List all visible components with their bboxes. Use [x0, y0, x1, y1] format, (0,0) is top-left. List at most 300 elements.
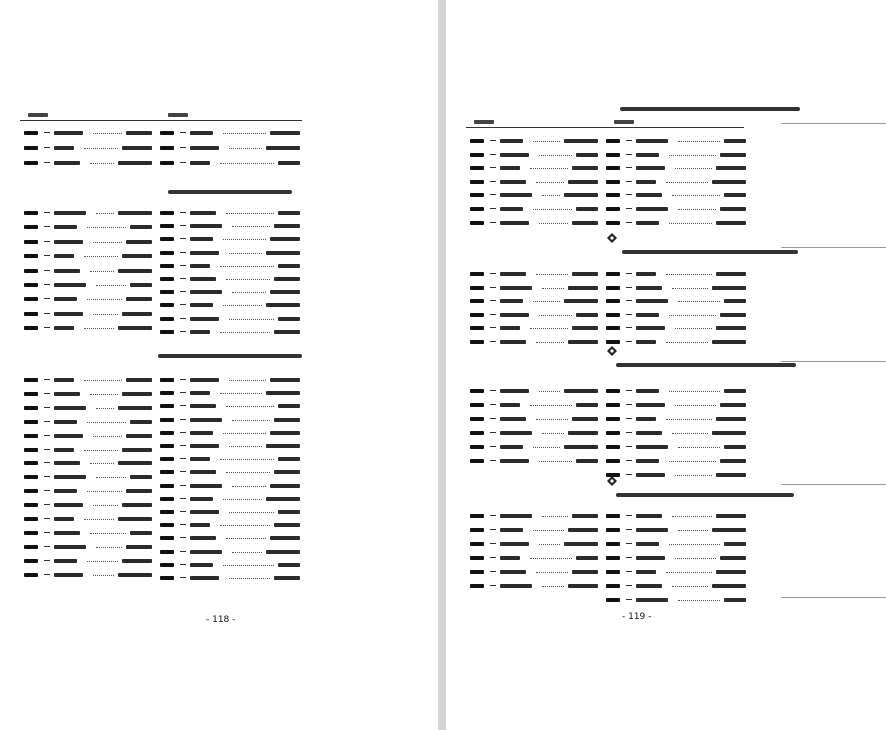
dot-leader [672, 195, 720, 196]
verse-number [160, 484, 174, 488]
dot-leader [232, 420, 270, 421]
dot-leader [539, 155, 572, 156]
verse-word [576, 556, 598, 560]
rhyme-word [190, 497, 213, 501]
rhyme-word [500, 389, 529, 393]
dash-separator [44, 462, 50, 463]
dot-leader [539, 391, 560, 392]
entry-row [24, 471, 152, 483]
entry-row [606, 455, 746, 467]
verse-number [24, 489, 38, 493]
rhyme-word [54, 392, 80, 396]
entry-row [160, 427, 300, 439]
verse-word [564, 445, 598, 449]
verse-number [160, 444, 174, 448]
dash-separator [626, 543, 632, 544]
entry-column [470, 135, 598, 230]
rhyme-word [636, 153, 659, 157]
entry-row [24, 513, 152, 525]
verse-word [266, 391, 300, 395]
dot-leader [542, 516, 568, 517]
dash-separator [490, 446, 496, 447]
dash-separator [180, 564, 186, 565]
verse-word [274, 470, 300, 474]
verse-word [130, 420, 152, 424]
dot-leader [533, 209, 572, 210]
entry-row [24, 374, 152, 386]
entry-row [470, 217, 598, 229]
verse-number [24, 378, 38, 382]
verse-number [24, 406, 38, 410]
verse-number [24, 211, 38, 215]
verse-number [24, 420, 38, 424]
rhyme-word [636, 598, 668, 602]
header-label [168, 113, 188, 117]
dash-separator [626, 208, 632, 209]
verse-number [606, 459, 620, 463]
dash-separator [626, 167, 632, 168]
verse-word [126, 378, 152, 382]
entry-row [470, 552, 598, 564]
dot-leader [96, 477, 126, 478]
verse-word [126, 434, 152, 438]
dash-separator [490, 529, 496, 530]
dash-separator [626, 154, 632, 155]
entry-column [606, 385, 746, 483]
rhyme-word [54, 489, 77, 493]
entry-row [470, 427, 598, 439]
dot-leader [675, 558, 716, 559]
rhyme-word [190, 550, 222, 554]
verse-word [724, 139, 746, 143]
entry-row [470, 580, 598, 592]
dash-separator [180, 551, 186, 552]
entry-row [160, 546, 300, 558]
rhyme-word [636, 556, 665, 560]
verse-number [470, 417, 484, 421]
facing-page-rule [781, 247, 886, 248]
rhyme-word [190, 457, 210, 461]
verse-number [606, 326, 620, 330]
dash-separator [180, 511, 186, 512]
rhyme-word [500, 340, 526, 344]
dash-separator [44, 504, 50, 505]
dash-separator [626, 529, 632, 530]
verse-number [606, 417, 620, 421]
dot-leader [232, 292, 266, 293]
section-heading [616, 363, 796, 367]
dot-leader [220, 266, 274, 267]
rhyme-word [500, 459, 529, 463]
dot-leader [226, 472, 270, 473]
verse-number [24, 254, 38, 258]
rhyme-word [190, 536, 216, 540]
dash-separator [626, 599, 632, 600]
dot-leader [533, 141, 560, 142]
verse-word [266, 444, 300, 448]
dash-separator [44, 313, 50, 314]
entry-row [160, 400, 300, 412]
verse-number [160, 251, 174, 255]
dash-separator [490, 194, 496, 195]
entry-row [606, 336, 746, 348]
verse-word [572, 221, 598, 225]
verse-number [606, 299, 620, 303]
entry-row [606, 135, 746, 147]
entry-row [606, 538, 746, 550]
verse-number [160, 224, 174, 228]
verse-word [568, 286, 598, 290]
verse-word [270, 484, 300, 488]
verse-word [274, 523, 300, 527]
rhyme-word [54, 517, 74, 521]
dash-separator [626, 341, 632, 342]
dot-leader [220, 163, 274, 164]
dash-separator [44, 407, 50, 408]
dash-separator [626, 181, 632, 182]
dot-leader [542, 586, 564, 587]
dot-leader [84, 148, 118, 149]
verse-number [470, 139, 484, 143]
entry-row [160, 299, 300, 311]
verse-number [160, 330, 174, 334]
verse-word [564, 389, 598, 393]
verse-number [24, 269, 38, 273]
dot-leader [678, 209, 716, 210]
verse-number [470, 326, 484, 330]
entry-row [160, 387, 300, 399]
dash-separator [626, 571, 632, 572]
verse-number [470, 389, 484, 393]
rhyme-word [500, 180, 526, 184]
entry-row [24, 142, 152, 154]
verse-number [24, 392, 38, 396]
entry-column [470, 385, 598, 469]
verse-number [160, 146, 174, 150]
dash-separator [626, 194, 632, 195]
dash-separator [626, 140, 632, 141]
dot-leader [93, 133, 122, 134]
verse-number [470, 431, 484, 435]
dot-leader [84, 256, 118, 257]
verse-word [130, 225, 152, 229]
dash-separator [490, 390, 496, 391]
verse-word [572, 417, 598, 421]
entry-row [606, 162, 746, 174]
verse-word [278, 457, 300, 461]
entry-row [606, 176, 746, 188]
verse-number [24, 312, 38, 316]
entry-row [470, 441, 598, 453]
verse-word [278, 510, 300, 514]
dot-leader [533, 530, 564, 531]
verse-number [160, 391, 174, 395]
verse-number [160, 418, 174, 422]
verse-word [278, 264, 300, 268]
entry-row [24, 127, 152, 139]
dash-separator [626, 460, 632, 461]
entry-row [24, 569, 152, 581]
verse-word [118, 326, 152, 330]
rhyme-word [500, 570, 526, 574]
entry-column [160, 127, 300, 172]
verse-word [126, 297, 152, 301]
dot-leader [669, 315, 716, 316]
dash-separator [180, 162, 186, 163]
dot-leader [672, 586, 708, 587]
verse-number [470, 459, 484, 463]
verse-number [606, 570, 620, 574]
dot-leader [542, 433, 564, 434]
verse-word [724, 389, 746, 393]
dot-leader [220, 393, 262, 394]
entry-row [24, 457, 152, 469]
entry-row [606, 309, 746, 321]
rhyme-word [500, 403, 520, 407]
entry-row [606, 217, 746, 229]
verse-number [160, 211, 174, 215]
verse-word [122, 392, 152, 396]
dash-separator [490, 154, 496, 155]
rhyme-word [54, 559, 77, 563]
verse-number [24, 161, 38, 165]
rhyme-word [190, 444, 219, 448]
section-heading [616, 493, 794, 497]
dash-separator [490, 273, 496, 274]
rhyme-word [190, 290, 222, 294]
entry-row [24, 157, 152, 169]
rhyme-word [190, 251, 219, 255]
dot-leader [539, 315, 572, 316]
entry-row [160, 519, 300, 531]
verse-word [712, 340, 746, 344]
verse-number [606, 528, 620, 532]
dot-leader [96, 547, 122, 548]
dash-separator [180, 291, 186, 292]
entry-row [160, 273, 300, 285]
verse-number [606, 313, 620, 317]
dot-leader [226, 213, 274, 214]
rhyme-word [54, 240, 83, 244]
verse-number [470, 542, 484, 546]
rhyme-word [636, 299, 668, 303]
verse-word [270, 290, 300, 294]
verse-number [160, 550, 174, 554]
verse-word [122, 146, 152, 150]
entry-row [606, 524, 746, 536]
dot-leader [678, 600, 720, 601]
dash-separator [44, 284, 50, 285]
verse-number [470, 556, 484, 560]
dash-separator [490, 418, 496, 419]
ornament-icon [607, 233, 617, 243]
verse-word [274, 224, 300, 228]
dash-separator [44, 162, 50, 163]
entry-row [470, 295, 598, 307]
entry-column [24, 207, 152, 337]
page-number-value: 119 [628, 612, 646, 622]
header-label [474, 120, 494, 124]
section-heading [622, 250, 798, 254]
entry-column [24, 127, 152, 172]
verse-number [606, 153, 620, 157]
dash-separator [44, 476, 50, 477]
entry-row [160, 506, 300, 518]
verse-word [126, 489, 152, 493]
dash-separator [180, 537, 186, 538]
dash-separator [490, 287, 496, 288]
verse-number [24, 146, 38, 150]
dot-leader [675, 475, 712, 476]
verse-word [724, 299, 746, 303]
rhyme-word [190, 484, 222, 488]
verse-word [278, 211, 300, 215]
dot-leader [666, 182, 708, 183]
entry-row [470, 510, 598, 522]
entry-column [160, 207, 300, 339]
dash-separator [626, 314, 632, 315]
dot-leader [84, 380, 122, 381]
dash-separator [490, 460, 496, 461]
dash-separator [44, 546, 50, 547]
dot-leader [536, 274, 568, 275]
entry-row [606, 566, 746, 578]
rhyme-word [190, 378, 219, 382]
dot-leader [539, 544, 560, 545]
rhyme-word [54, 545, 86, 549]
verse-word [572, 326, 598, 330]
verse-word [118, 573, 152, 577]
dash-separator [44, 379, 50, 380]
rhyme-word [54, 283, 86, 287]
facing-page-rule [781, 484, 886, 485]
page-left [0, 0, 438, 730]
entry-row [606, 510, 746, 522]
dot-leader [90, 271, 114, 272]
dash-separator [44, 532, 50, 533]
rhyme-word [500, 326, 520, 330]
verse-number [24, 475, 38, 479]
entry-row [24, 221, 152, 233]
dot-leader [232, 552, 262, 553]
dot-leader [666, 572, 712, 573]
verse-word [720, 313, 746, 317]
rhyme-word [190, 264, 210, 268]
verse-word [576, 313, 598, 317]
verse-number [470, 403, 484, 407]
entry-row [24, 308, 152, 320]
rhyme-word [54, 131, 83, 135]
verse-number [606, 431, 620, 435]
verse-number [24, 573, 38, 577]
dash-separator [180, 379, 186, 380]
entry-row [470, 455, 598, 467]
dash-separator [44, 560, 50, 561]
rhyme-word [636, 340, 656, 344]
rhyme-word [636, 286, 662, 290]
verse-number [160, 277, 174, 281]
header-label [614, 120, 634, 124]
verse-word [712, 286, 746, 290]
entry-row [24, 402, 152, 414]
dash-separator [180, 318, 186, 319]
rhyme-word [636, 514, 662, 518]
verse-number [160, 563, 174, 567]
dash-separator [490, 314, 496, 315]
rhyme-word [636, 180, 656, 184]
dash-separator [180, 405, 186, 406]
dash-separator [626, 404, 632, 405]
section-heading [168, 190, 292, 194]
verse-number [24, 240, 38, 244]
rhyme-word [54, 448, 74, 452]
verse-number [470, 514, 484, 518]
dash-separator [180, 577, 186, 578]
verse-number [24, 131, 38, 135]
entry-row [160, 414, 300, 426]
dot-leader [93, 242, 122, 243]
entry-column [470, 510, 598, 594]
entry-row [470, 268, 598, 280]
dot-leader [90, 533, 126, 534]
dot-leader [93, 505, 118, 506]
dash-separator [180, 147, 186, 148]
dash-separator [180, 331, 186, 332]
dash-separator [490, 571, 496, 572]
verse-word [720, 459, 746, 463]
verse-word [130, 475, 152, 479]
entry-row [24, 279, 152, 291]
verse-number [160, 131, 174, 135]
verse-number [606, 403, 620, 407]
entry-column [606, 135, 746, 230]
verse-word [266, 550, 300, 554]
entry-row [160, 493, 300, 505]
entry-row [606, 413, 746, 425]
rhyme-word [190, 576, 219, 580]
verse-word [118, 461, 152, 465]
dot-leader [675, 328, 712, 329]
dot-leader [678, 141, 720, 142]
verse-number [470, 570, 484, 574]
entry-row [160, 480, 300, 492]
entry-row [160, 127, 300, 139]
dash-separator [44, 241, 50, 242]
verse-number [24, 225, 38, 229]
entry-row [606, 385, 746, 397]
dash-separator [626, 390, 632, 391]
verse-number [470, 180, 484, 184]
rhyme-word [636, 403, 665, 407]
entry-row [606, 322, 746, 334]
verse-number [24, 503, 38, 507]
rhyme-word [636, 326, 665, 330]
entry-row [24, 527, 152, 539]
verse-word [572, 514, 598, 518]
dash-separator [490, 557, 496, 558]
verse-number [470, 445, 484, 449]
rhyme-word [500, 207, 523, 211]
rhyme-word [190, 418, 222, 422]
entry-row [470, 162, 598, 174]
dot-leader [220, 459, 274, 460]
verse-word [270, 378, 300, 382]
verse-word [572, 272, 598, 276]
verse-word [130, 283, 152, 287]
verse-number [24, 559, 38, 563]
entry-row [24, 416, 152, 428]
rhyme-word [190, 277, 216, 281]
